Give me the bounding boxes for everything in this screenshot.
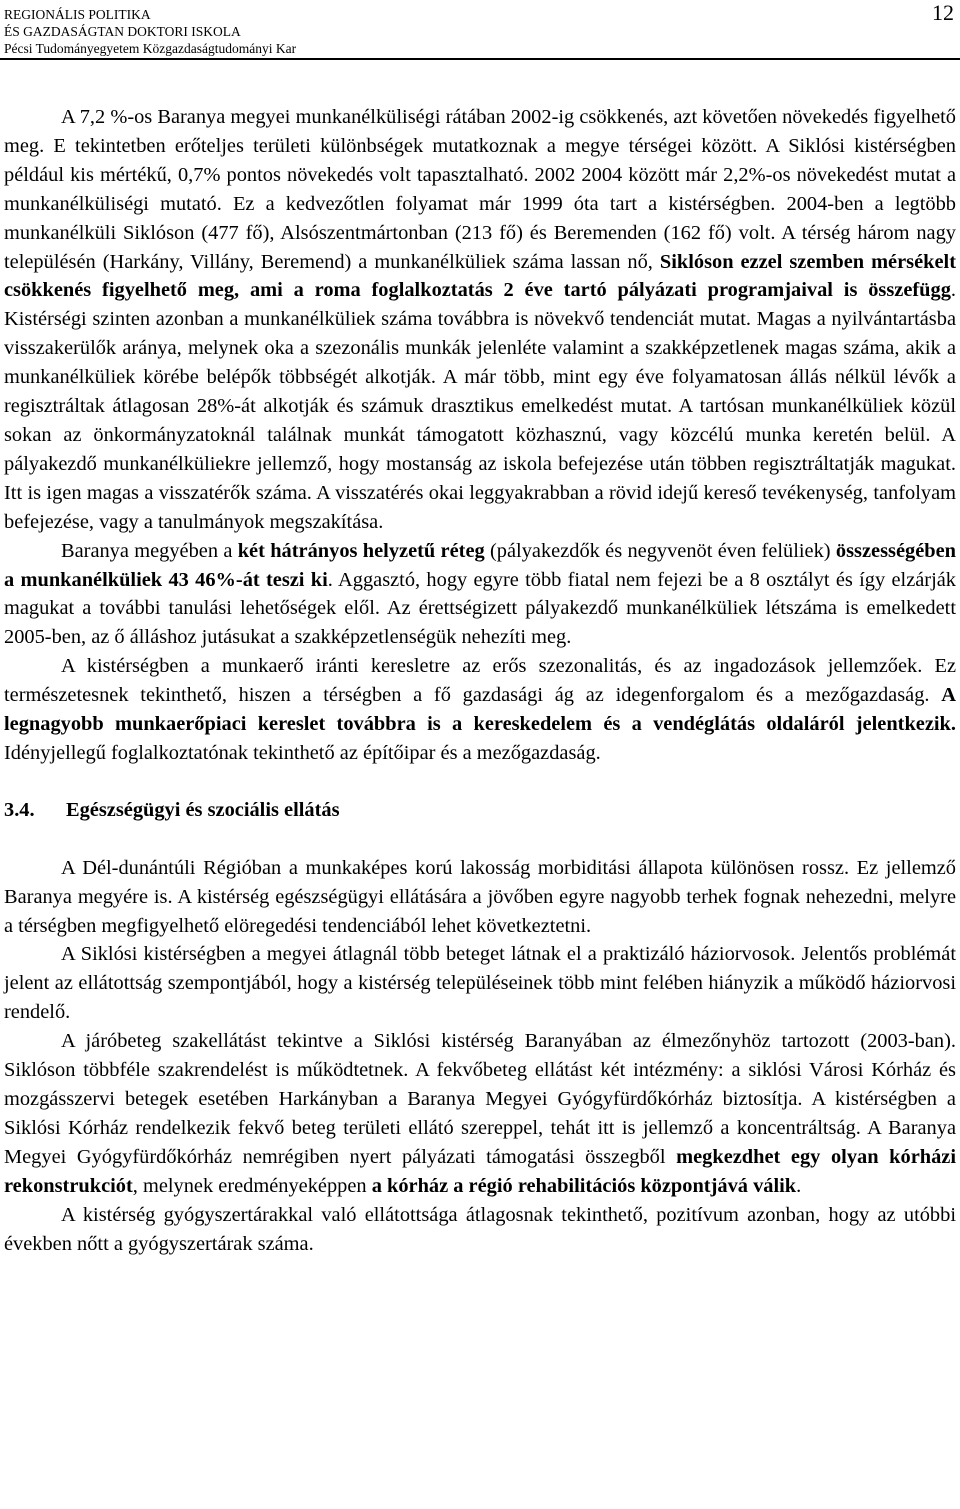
paragraph-hospital-care: A járóbeteg szakellátást tekintve a Siklósi kistérség Baranyában az élmezőnyhöz tartozott (2003-ban). Siklóson többféle szakrendelést is működtetnek. A fekvőbeteg ellátást két intézmény: a siklósi Városi Kórház és mozgásszervi betegek esetében Harkányban a Baranya Megyei Gyógyfürdőkórház biztosítja. A kistérségben a Siklósi Kórház rendelkezik fekvő beteg területi ellátó szereppel, tehát itt is jellemző a koncentráltság. A Baranya Megyei Gyógyfürdőkórház nemrégiben nyert pályázati támogatási összegből megkezdhet egy olyan kórházi rekonstrukciót, melynek eredményeképpen a kórház a régió rehabilitációs központjává válik. xyxy=(4,1030,956,1197)
header-line-2: ÉS GAZDASÁGTAN DOKTORI ISKOLA xyxy=(4,24,241,39)
header-line-3: Pécsi Tudományegyetem Közgazdaságtudományi Kar xyxy=(4,41,297,56)
section-number: 3.4. xyxy=(4,798,35,821)
header-line-1: REGIONÁLIS POLITIKA xyxy=(4,7,151,22)
paragraph-disadvantaged-groups: Baranya megyében a két hátrányos helyzetű réteg (pályakezdők és negyvenöt éven felüliek) összességében a munkanélküliek 43 46%-át teszi ki. Aggasztó, hogy egyre több fiatal nem fejezi be a 8 osztályt és így elzárják magukat a további tanulási lehetőségek elől. Az érettségizett pályakezdő munkanélküliek létszáma is emelkedett 2005-ben, az ő álláshoz jutásukat a szakképzetlenségük nehezíti meg. xyxy=(4,539,956,649)
document-body xyxy=(4,103,956,1258)
page-number: 12 xyxy=(932,0,954,25)
paragraph-morbidity: A Dél-dunántúli Régióban a munkaképes korú lakosság morbiditási állapota különösen rossz. Ez jellemző Baranya megyére is. A kistérség egészségügyi ellátására a jövőben egyre nagyobb terhek fognak nehezedni, melyre a térségben megfigyelhető elöregedési tendenciából lehet következtetni. xyxy=(4,856,956,937)
header-divider xyxy=(0,58,960,60)
section-title: Egészségügyi és szociális ellátás xyxy=(66,798,340,821)
paragraph-labour-demand: A kistérségben a munkaerő iránti keresletre az erős szezonalitás, és az ingadozások jellemzőek. Ez természetesnek tekinthető, hiszen a térségben a fő gazdasági ág az idegenforgalom és a mezőgazdaság. A legnagyobb munkaerőpiaci kereslet továbbra is a kereskedelem és a vendéglátás oldaláról jelentkezik. Idényjellegű foglalkoztatónak tekinthető az építőipar és a mezőgazdaság. xyxy=(4,655,956,764)
paragraph-pharmacies: A kistérség gyógyszertárakkal való ellátottsága átlagosnak tekinthető, pozitívum azonban, hogy az utóbbi években nőtt a gyógyszertárak száma. xyxy=(4,1203,956,1255)
paragraph-general-practitioners: A Siklósi kistérségben a megyei átlagnál több beteget látnak el a praktizáló háziorvosok. Jelentős problémát jelent az ellátottság szempontjából, hogy a kistérség településeinek több mint felében hiányzik a működő háziorvosi rendelő. xyxy=(4,943,956,1024)
paragraph-unemployment-rate: A 7,2 %-os Baranya megyei munkanélküliségi rátában 2002-ig csökkenés, azt követően növekedés figyelhető meg. E tekintetben erőteljes területi különbségek mutatkoznak a megye térségei között. A Siklósi kistérségben például kis mértékű, 0,7% pontos növekedés volt tapasztalható. 2002 2004 között már 2,2%-os növekedést mutat a munkanélküliségi mutató. Ez a kedvezőtlen folyamat már 1999 óta tart a kistérségben. 2004-ben a legtöbb munkanélküli Siklóson (477 fő), Alsószentmártonban (213 fő) és Beremenden (162 fő) volt. A térség három nagy településén (Harkány, Villány, Beremend) a munkanélküliek száma lassan nő, Siklóson ezzel szemben mérsékelt csökkenés figyelhető meg, ami a roma foglalkoztatás 2 éve tartó pályázati programjaival is összefügg. Kistérségi szinten azonban a munkanélküliek száma továbbra is növekvő tendenciát mutat. Magas a nyilvántartásba visszakerülők aránya, melynek oka a szezonális munkák jelenléte valamint a szakképzetlenek magas száma, akik a munkanélküliek körébe belépők többségét alkotják. A már több, mint egy éve folyamatosan állás nélkül lévők a regisztráltak átlagosan 28%-át alkotják és számuk drasztikus emelkedést mutat. A tartósan munkanélküliek közül sokan az önkormányzatoknál találnak munkát támogatott közhasznú, vagy közcélú munka keretén belül. A pályakezdő munkanélküliekre jellemző, hogy mostanság az iskola befejezése után többen regisztráltatják magukat. Itt is igen magas a visszatérők száma. A visszatérés okai leggyakrabban a rövid idejű kereső tevékenység, tanfolyam befejezése, vagy a tanulmányok megszakítása. xyxy=(4,106,956,533)
page-header xyxy=(4,6,296,57)
section-heading xyxy=(4,796,956,825)
